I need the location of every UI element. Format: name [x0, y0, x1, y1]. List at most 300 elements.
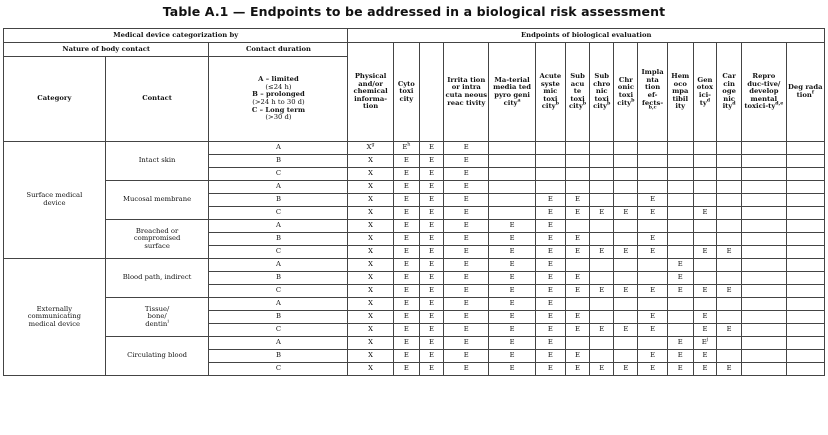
endpoint-cell: E [444, 350, 489, 363]
endpoint-cell [667, 181, 693, 194]
endpoint-cell: E [444, 155, 489, 168]
endpoint-cell: X [348, 220, 393, 233]
duration-cell: A [209, 142, 348, 155]
endpoint-cell [742, 168, 786, 181]
table-row [4, 181, 825, 194]
endpoint-cell: X [348, 324, 393, 337]
endpoint-cell [614, 155, 638, 168]
endpoint-cell [638, 337, 667, 350]
endpoint-col-header: Sub chro nic toxi city$^b$ [590, 43, 614, 142]
endpoint-cell: E [565, 350, 589, 363]
endpoint-cell [693, 259, 716, 272]
endpoint-cell: E [565, 233, 589, 246]
endpoint-cell: E [693, 350, 716, 363]
endpoint-col-header: Chr onic toxi city$^b$ [614, 43, 638, 142]
endpoint-cell [565, 155, 589, 168]
category-cell: Externally communicating medical device [4, 259, 106, 376]
endpoint-cell [667, 168, 693, 181]
endpoint-cell: E [393, 363, 419, 376]
endpoint-cell [667, 207, 693, 220]
endpoint-cell: E [535, 233, 565, 246]
endpoint-cell [717, 311, 742, 324]
endpoint-cell: E [393, 285, 419, 298]
endpoint-cell: E [638, 311, 667, 324]
duration-cell: B [209, 155, 348, 168]
endpoint-cell [717, 337, 742, 350]
endpoint-cell: E [419, 259, 443, 272]
endpoint-cell [590, 350, 614, 363]
endpoint-cell: E [667, 337, 693, 350]
endpoint-cell: E [565, 194, 589, 207]
endpoint-cell [693, 272, 716, 285]
endpoint-cell: E [535, 246, 565, 259]
endpoint-cell: E [489, 272, 535, 285]
endpoint-cell [786, 285, 825, 298]
endpoint-cell [590, 168, 614, 181]
endpoint-cell [565, 168, 589, 181]
endpoint-cell: E [444, 207, 489, 220]
endpoint-cell: X [348, 363, 393, 376]
endpoint-cell [667, 220, 693, 233]
endpoint-cell: E [489, 259, 535, 272]
endpoint-cell: E [590, 246, 614, 259]
endpoint-col-header [419, 43, 443, 142]
table-row [4, 259, 825, 272]
endpoint-cell: E [489, 350, 535, 363]
endpoint-cell: E [535, 207, 565, 220]
endpoint-cell: E [614, 207, 638, 220]
endpoint-col-header: Sub acu te toxi city$^b$ [565, 43, 589, 142]
endpoint-cell: E [444, 142, 489, 155]
endpoint-cell [535, 142, 565, 155]
endpoint-cell [786, 259, 825, 272]
endpoint-cell: E [419, 246, 443, 259]
contact-header: Contact [105, 57, 209, 142]
endpoint-cell: E [638, 363, 667, 376]
endpoint-cell: X [348, 272, 393, 285]
endpoint-cell: E [419, 350, 443, 363]
endpoint-cell [786, 181, 825, 194]
endpoint-cell: E [614, 246, 638, 259]
endpoint-cell: X [348, 181, 393, 194]
endpoint-cell: E [638, 324, 667, 337]
endpoint-cell [638, 272, 667, 285]
endpoint-col-header: Irrita tion or intra cuta neous reac tivity [444, 43, 489, 142]
endpoint-col-header: Hem oco mpa tibil ity [667, 43, 693, 142]
endpoint-cell: E [393, 259, 419, 272]
endpoint-cell: E [419, 272, 443, 285]
endpoint-cell: $E^h$ [393, 142, 419, 155]
endpoint-cell: E [419, 194, 443, 207]
endpoint-cell [693, 220, 716, 233]
endpoint-cell: E [444, 337, 489, 350]
endpoint-cell [614, 298, 638, 311]
endpoint-cell [717, 259, 742, 272]
endpoint-cell [565, 220, 589, 233]
endpoint-col-header: Gen otox ici-$ty^d$ [693, 43, 716, 142]
endpoint-cell [590, 259, 614, 272]
endpoint-cell [565, 142, 589, 155]
endpoint-cell: E [693, 285, 716, 298]
endpoint-cell: E [489, 298, 535, 311]
endpoint-cell [614, 233, 638, 246]
endpoint-cell [786, 363, 825, 376]
endpoint-cell [717, 207, 742, 220]
nature-header: Nature of body contact [4, 43, 209, 57]
categorization-header: Medical device categorization by [4, 29, 348, 43]
endpoint-cell [565, 259, 589, 272]
endpoint-cell [590, 311, 614, 324]
endpoint-cell [786, 272, 825, 285]
endpoint-cell [742, 363, 786, 376]
endpoint-cell: E [419, 233, 443, 246]
table-body [4, 142, 825, 376]
contact-cell: Tissue/ bone/ dentin$^i$ [105, 298, 209, 337]
endpoint-cell [590, 220, 614, 233]
endpoint-cell: E [565, 363, 589, 376]
contact-cell: Circulating blood [105, 337, 209, 376]
endpoint-cell [742, 220, 786, 233]
endpoint-cell [786, 246, 825, 259]
endpoint-cell [614, 142, 638, 155]
endpoint-cell [535, 181, 565, 194]
endpoint-col-header: Car cin oge nic ity$^d$ [717, 43, 742, 142]
endpoint-cell [667, 155, 693, 168]
endpoint-cell: E [419, 181, 443, 194]
endpoint-cell: E [535, 285, 565, 298]
endpoint-cell: E [444, 324, 489, 337]
duration-cell: C [209, 168, 348, 181]
endpoint-cell: E [393, 337, 419, 350]
endpoint-cell [590, 272, 614, 285]
endpoint-cell: E [717, 285, 742, 298]
duration-cell: C [209, 246, 348, 259]
endpoint-cell: E [565, 285, 589, 298]
endpoint-cell [786, 142, 825, 155]
duration-cell: B [209, 233, 348, 246]
endpoint-cell [742, 207, 786, 220]
endpoint-cell [717, 272, 742, 285]
endpoint-cell: E [489, 246, 535, 259]
endpoint-cell: E [535, 337, 565, 350]
endpoint-cell: E [444, 363, 489, 376]
contact-cell: Blood path, indirect [105, 259, 209, 298]
endpoint-cell: E [535, 220, 565, 233]
endpoint-cell: E [614, 363, 638, 376]
endpoint-cell: E [565, 324, 589, 337]
endpoint-cell [535, 168, 565, 181]
duration-cell: C [209, 363, 348, 376]
endpoint-cell [693, 181, 716, 194]
endpoint-cell: E [419, 168, 443, 181]
endpoint-cell [742, 155, 786, 168]
endpoint-col-header: Repro duc-tive/ develop mental toxici-ty$^{d,e}$ [742, 43, 786, 142]
endpoint-cell [742, 337, 786, 350]
endpoint-cell: E [565, 272, 589, 285]
endpoint-cell: E [444, 220, 489, 233]
endpoint-cell [614, 168, 638, 181]
endpoint-col-header: Deg rada tion$^f$ [786, 43, 825, 142]
endpoint-cell [693, 298, 716, 311]
endpoint-cell: E [693, 207, 716, 220]
endpoint-cell [717, 220, 742, 233]
endpoint-cell: E [667, 350, 693, 363]
endpoint-cell [717, 181, 742, 194]
endpoint-cell [489, 142, 535, 155]
endpoint-cell: E [535, 324, 565, 337]
endpoint-cell: E [717, 324, 742, 337]
endpoint-cell [638, 142, 667, 155]
endpoint-cell [565, 298, 589, 311]
endpoint-cell: E [393, 311, 419, 324]
endpoint-cell [742, 194, 786, 207]
endpoint-cell: E [638, 194, 667, 207]
endpoint-cell: E [638, 233, 667, 246]
endpoint-cell: X [348, 311, 393, 324]
endpoint-cell: E [444, 168, 489, 181]
duration-cell: C [209, 207, 348, 220]
endpoint-cell: E [393, 233, 419, 246]
endpoint-cell [667, 194, 693, 207]
endpoint-cell: E [444, 272, 489, 285]
endpoint-cell [638, 181, 667, 194]
endpoint-cell [742, 233, 786, 246]
endpoint-cell [717, 350, 742, 363]
endpoint-cell: $X^g$ [348, 142, 393, 155]
category-cell: Surface medical device [4, 142, 106, 259]
endpoint-cell [614, 311, 638, 324]
endpoint-cell: E [444, 298, 489, 311]
endpoint-cell [742, 181, 786, 194]
endpoint-cell: E [489, 220, 535, 233]
endpoint-cell: E [489, 363, 535, 376]
endpoint-cell [638, 155, 667, 168]
contact-cell: Mucosal membrane [105, 181, 209, 220]
endpoint-cell: E [393, 220, 419, 233]
endpoint-cell: E [419, 298, 443, 311]
endpoint-cell [638, 220, 667, 233]
endpoint-cell [693, 155, 716, 168]
endpoint-cell: E [393, 272, 419, 285]
endpoint-cell [667, 142, 693, 155]
endpoint-cell: X [348, 337, 393, 350]
endpoint-cell: E [638, 350, 667, 363]
endpoint-cell: X [348, 350, 393, 363]
endpoint-cell [717, 298, 742, 311]
endpoint-cell: E [444, 311, 489, 324]
endpoint-cell [638, 259, 667, 272]
contact-cell: Breached or compromised surface [105, 220, 209, 259]
endpoint-cell: E [535, 363, 565, 376]
endpoint-cell: E [489, 285, 535, 298]
endpoint-cell [786, 311, 825, 324]
endpoint-cell: X [348, 298, 393, 311]
endpoint-cell [590, 298, 614, 311]
endpoint-cell: E [393, 181, 419, 194]
endpoint-cell: E [590, 285, 614, 298]
endpoint-cell [717, 142, 742, 155]
table-row [4, 337, 825, 350]
endpoint-cell [565, 337, 589, 350]
endpoint-cell [638, 298, 667, 311]
endpoint-cell: E [419, 337, 443, 350]
endpoint-cell [742, 298, 786, 311]
table-title: Table A.1 — Endpoints to be addressed in a biological risk assessment [162, 4, 666, 19]
duration-cell: C [209, 285, 348, 298]
endpoint-cell: E [444, 181, 489, 194]
endpoint-cell [717, 155, 742, 168]
endpoint-cell [614, 350, 638, 363]
endpoint-cell [614, 194, 638, 207]
endpoint-cell [786, 337, 825, 350]
endpoint-cell: E [667, 363, 693, 376]
duration-cell: A [209, 298, 348, 311]
endpoint-cell: $E^j$ [693, 337, 716, 350]
endpoint-cell: E [565, 311, 589, 324]
endpoint-col-header: Impla nta tion ef-fects-$^{b,c}$ [638, 43, 667, 142]
endpoint-cell [786, 168, 825, 181]
endpoint-cell [786, 155, 825, 168]
endpoint-cell [742, 324, 786, 337]
endpoint-cell [565, 181, 589, 194]
endpoint-cell [614, 259, 638, 272]
endpoint-cell: E [693, 246, 716, 259]
endpoint-cell: E [393, 298, 419, 311]
contact-cell: Intact skin [105, 142, 209, 181]
endpoint-cell: E [419, 155, 443, 168]
endpoint-cell: E [489, 311, 535, 324]
endpoint-cell [489, 168, 535, 181]
endpoint-cell [717, 233, 742, 246]
endpoint-col-header: Physical and/or chemical informa-tion [348, 43, 393, 142]
endpoint-cell [614, 337, 638, 350]
endpoint-cell: E [667, 272, 693, 285]
table-row [4, 298, 825, 311]
endpoint-cell [667, 324, 693, 337]
endpoint-cell [590, 233, 614, 246]
endpoint-cell [786, 350, 825, 363]
endpoint-cell: E [535, 259, 565, 272]
duration-cell: B [209, 194, 348, 207]
endpoint-cell [693, 194, 716, 207]
duration-legend: A – limited (≤24 h) B – prolonged (>24 h to 30 d) C – Long term (>30 d) [209, 57, 348, 142]
endpoint-cell: E [667, 285, 693, 298]
endpoint-col-header: Ma-terial media ted pyro geni city$^a$ [489, 43, 535, 142]
endpoint-cell: X [348, 194, 393, 207]
endpoint-cell [693, 233, 716, 246]
endpoint-cell: E [393, 246, 419, 259]
endpoint-cell: X [348, 285, 393, 298]
endpoint-cell: E [535, 272, 565, 285]
endpoint-cell: E [419, 207, 443, 220]
endpoint-cell [742, 142, 786, 155]
endpoint-cell [489, 207, 535, 220]
endpoint-cell: E [590, 324, 614, 337]
duration-cell: C [209, 324, 348, 337]
endpoint-cell: E [489, 233, 535, 246]
endpoint-cell [717, 194, 742, 207]
duration-cell: B [209, 311, 348, 324]
endpoint-cell: E [489, 324, 535, 337]
endpoint-cell: X [348, 246, 393, 259]
endpoint-cell: E [717, 246, 742, 259]
endpoint-cell [590, 142, 614, 155]
table-row [4, 220, 825, 233]
endpoint-cell: E [693, 363, 716, 376]
endpoint-cell: E [693, 311, 716, 324]
endpoint-cell: E [590, 363, 614, 376]
endpoint-cell [693, 168, 716, 181]
endpoint-cell [590, 155, 614, 168]
endpoint-cell: E [419, 142, 443, 155]
endpoint-cell [786, 233, 825, 246]
endpoint-cell: E [535, 194, 565, 207]
endpoint-col-header: Acute syste mic toxi city$^b$ [535, 43, 565, 142]
endpoint-cell [693, 142, 716, 155]
endpoint-cell: E [393, 207, 419, 220]
endpoint-cell: E [393, 155, 419, 168]
duration-cell: A [209, 220, 348, 233]
endpoint-cell [489, 155, 535, 168]
endpoint-cell: X [348, 168, 393, 181]
endpoint-cell: E [535, 298, 565, 311]
endpoint-cell: E [717, 363, 742, 376]
endpoint-cell: E [393, 168, 419, 181]
endpoint-cell [590, 181, 614, 194]
endpoint-cell [614, 272, 638, 285]
endpoint-cell [786, 220, 825, 233]
endpoint-cell: E [638, 285, 667, 298]
endpoint-cell: E [444, 285, 489, 298]
endpoint-cell: E [444, 194, 489, 207]
endpoint-cell: X [348, 233, 393, 246]
endpoint-cell: E [638, 246, 667, 259]
endpoint-cell [786, 298, 825, 311]
endpoint-cell: E [393, 194, 419, 207]
endpoint-cell [638, 168, 667, 181]
duration-cell: A [209, 337, 348, 350]
endpoint-cell: X [348, 207, 393, 220]
endpoint-cell: E [393, 324, 419, 337]
duration-cell: A [209, 181, 348, 194]
endpoint-cell: E [565, 246, 589, 259]
endpoint-cell [614, 220, 638, 233]
endpoint-cell [742, 311, 786, 324]
endpoint-cell: E [419, 311, 443, 324]
contact-duration-header: Contact duration [209, 43, 348, 57]
endpoints-table [3, 28, 825, 376]
endpoint-cell: E [419, 285, 443, 298]
endpoint-cell [717, 168, 742, 181]
endpoint-cell [535, 155, 565, 168]
endpoint-cell: E [393, 350, 419, 363]
endpoint-cell: E [638, 207, 667, 220]
endpoint-cell [667, 311, 693, 324]
endpoint-cell [489, 181, 535, 194]
endpoint-cell [667, 298, 693, 311]
endpoint-cell [742, 350, 786, 363]
endpoint-cell [742, 285, 786, 298]
table-row [4, 142, 825, 155]
endpoint-cell [786, 324, 825, 337]
endpoint-cell: E [444, 259, 489, 272]
endpoint-cell: X [348, 155, 393, 168]
endpoint-cell [786, 194, 825, 207]
endpoint-cell: E [419, 363, 443, 376]
endpoint-cell [667, 233, 693, 246]
endpoint-cell: E [419, 324, 443, 337]
endpoint-cell: E [535, 311, 565, 324]
